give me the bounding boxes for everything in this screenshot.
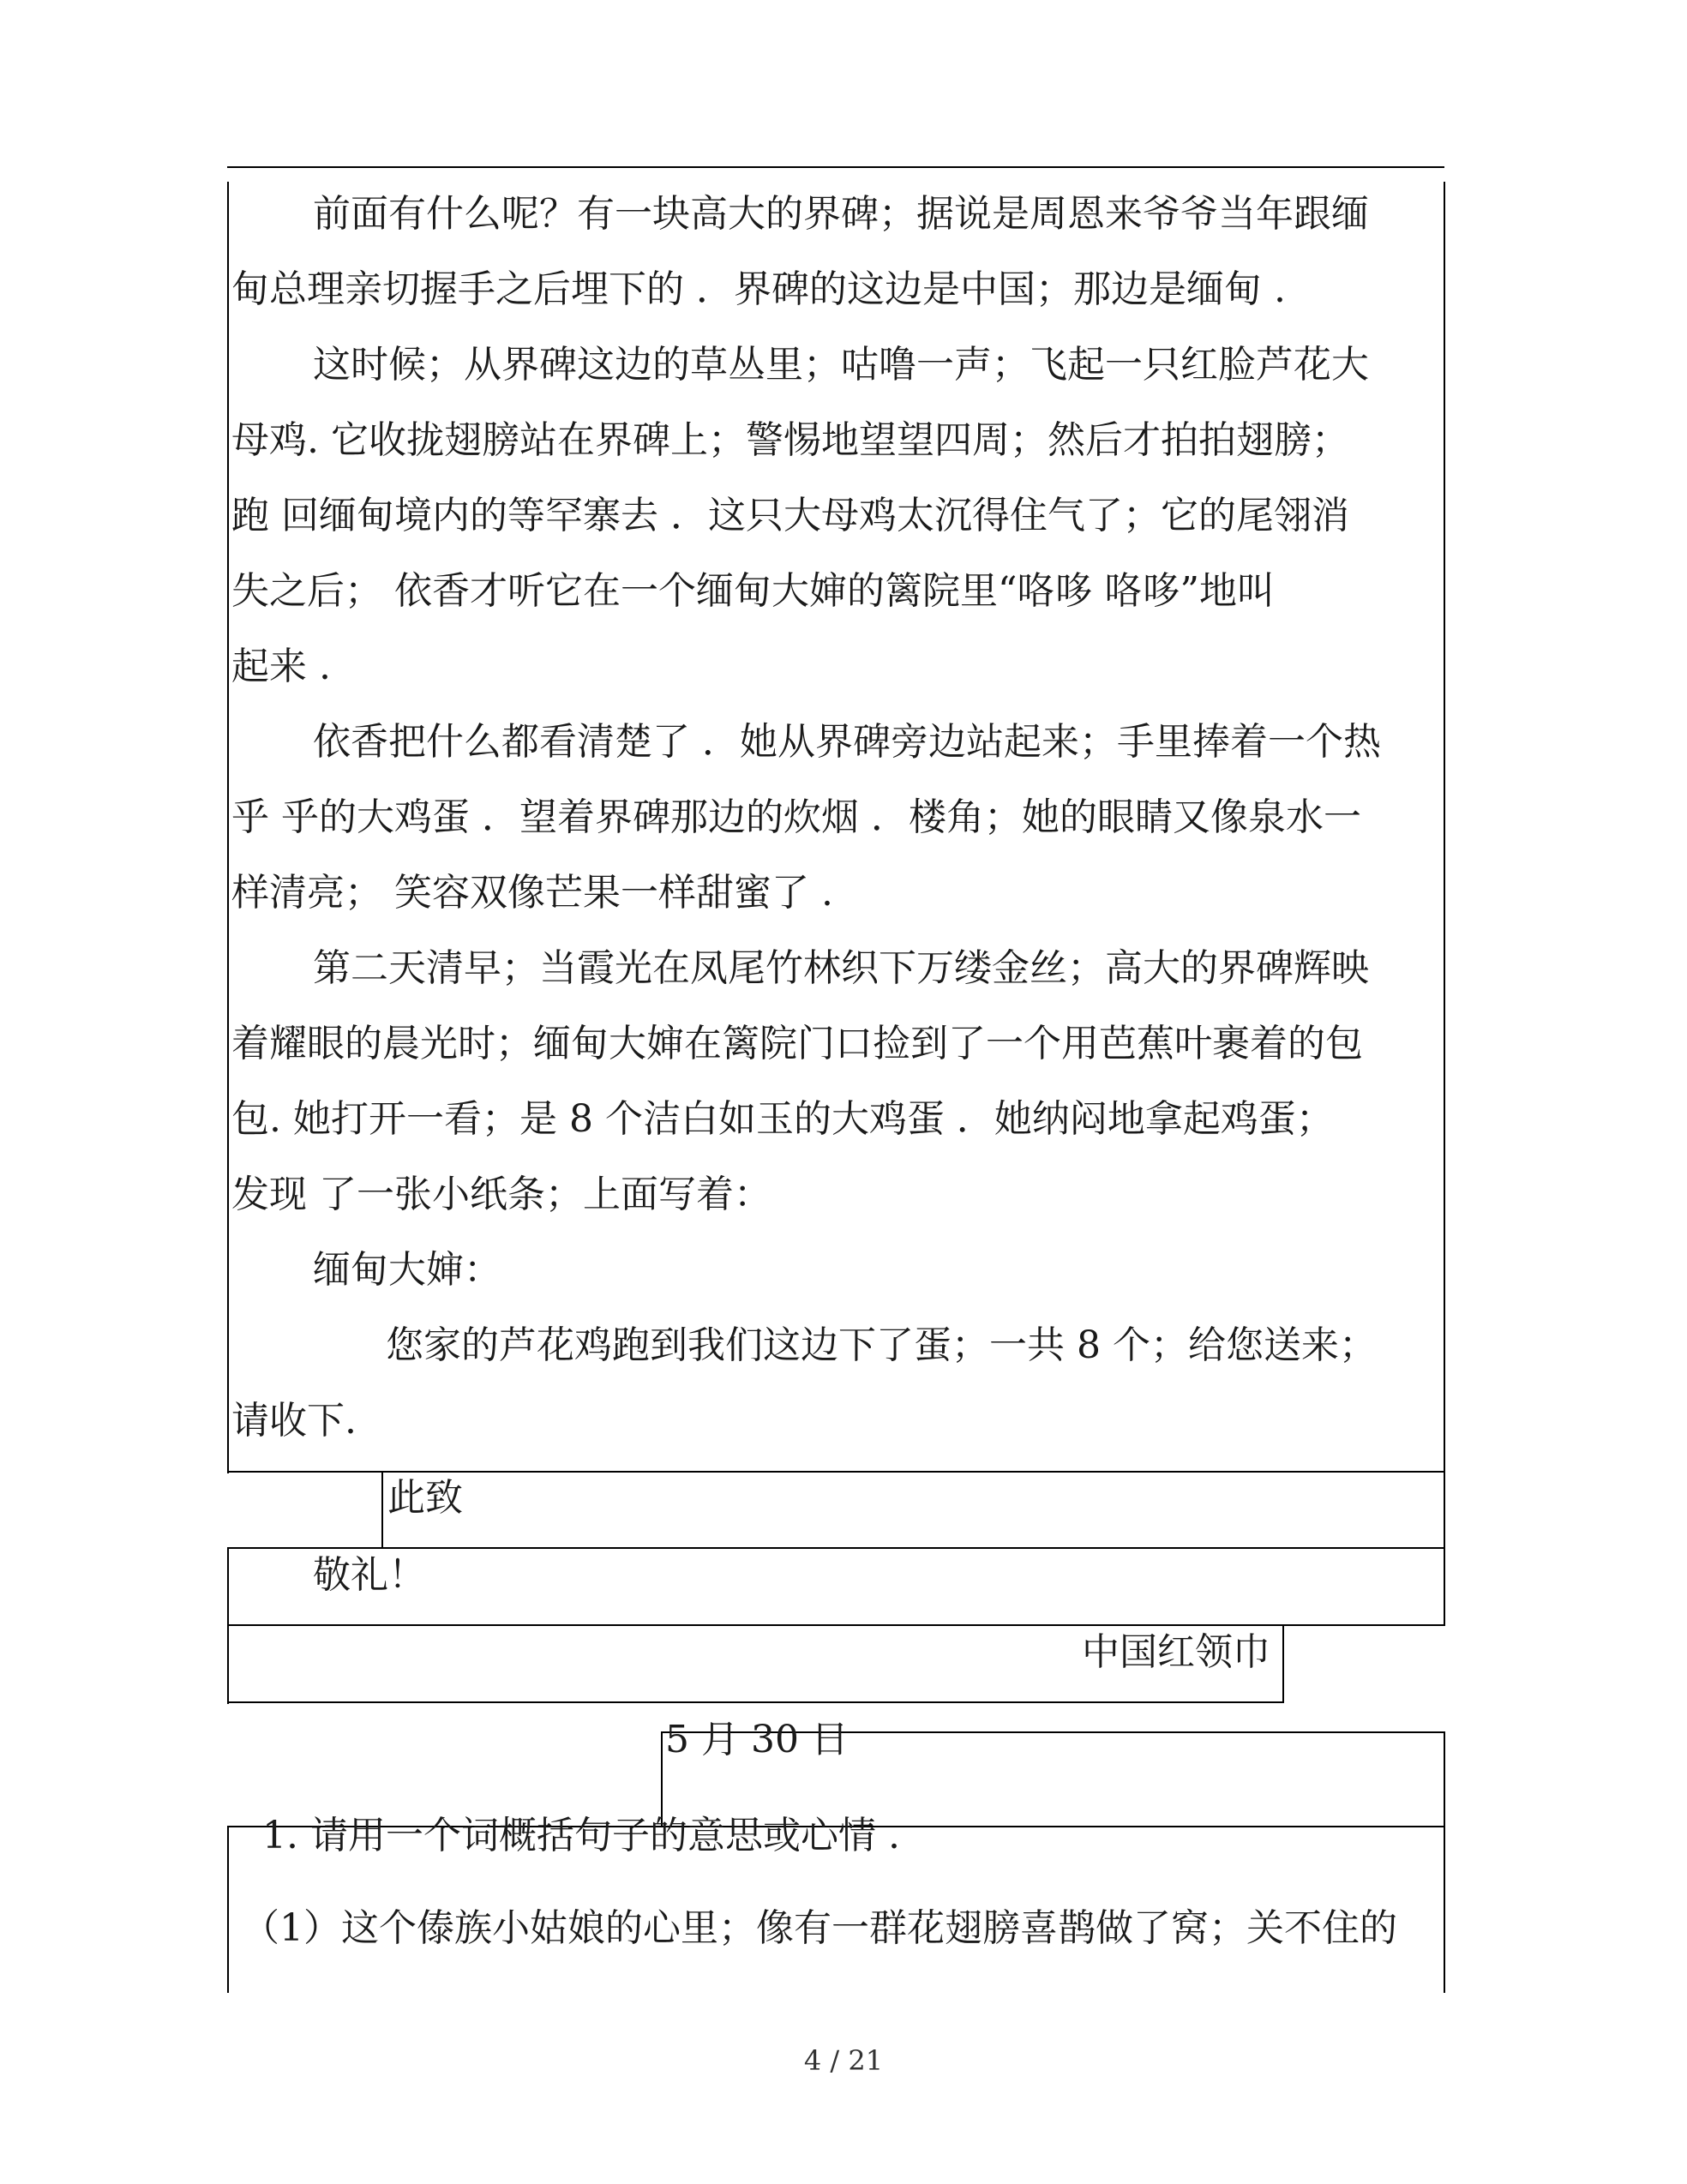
body-line-5: 跑 回缅甸境内的等罕寨去 ．这只大母鸡太沉得住气了；它的尾翎消 <box>231 494 1349 537</box>
question-1-item-1: （1）这个傣族小姑娘的心里；像有一群花翅膀喜鹊做了窝；关不住的 <box>242 1906 1397 1950</box>
closing-row-right-border <box>1444 1471 1445 1549</box>
letter-date: 5 月 30 日 <box>665 1718 849 1761</box>
letter-body-line-2: 请收下. <box>231 1399 357 1443</box>
letter-signature: 中国红领巾 <box>1082 1630 1270 1674</box>
question-1: 1. 请用一个词概括句子的意思或心情 . <box>262 1814 900 1857</box>
closing-cell-bottom-border <box>227 1547 1445 1549</box>
text-box-left-border <box>227 182 229 1473</box>
body-line-11: 第二天清早；当霞光在凤尾竹林织下万缕金丝；高大的界碑辉映 <box>313 946 1369 990</box>
body-line-4: 母鸡. 它收拢翅膀站在界碑上；警惕地望望四周；然后才拍拍翅膀； <box>231 418 1349 462</box>
letter-closing: 此致 <box>387 1476 463 1520</box>
page-number: 4 / 21 <box>803 2044 884 2077</box>
body-line-10: 样清亮； 笑容双像芒果一样甜蜜了 . <box>231 871 833 915</box>
body-line-9: 乎 乎的大鸡蛋 ．望着界碑那边的炊烟 ．楼角；她的眼睛又像泉水一 <box>231 795 1361 839</box>
top-rule <box>227 166 1444 168</box>
date-box-right-border <box>1444 1731 1445 1827</box>
letter-salute: 敬礼！ <box>313 1553 426 1597</box>
body-line-13: 包. 她打开一看；是 8 个洁白如玉的大鸡蛋 ．她纳闷地拿起鸡蛋； <box>231 1097 1334 1141</box>
body-line-2: 甸总理亲切握手之后埋下的 ．界碑的这边是中国；那边是缅甸 . <box>231 267 1286 311</box>
signature-row-bottom-border <box>227 1701 1284 1703</box>
body-line-3: 这时候；从界碑这边的草丛里；咕噜一声；飞起一只红脸芦花大 <box>313 343 1369 387</box>
closing-cell-left-border <box>381 1471 383 1549</box>
body-line-8: 依香把什么都看清楚了 ．她从界碑旁边站起来；手里捧着一个热 <box>313 720 1381 764</box>
body-line-14: 发现 了一张小纸条；上面写着： <box>231 1173 771 1216</box>
salute-row-right-border <box>1444 1547 1445 1626</box>
exercise-box-left-border <box>227 1826 229 1993</box>
exercise-box-right-border <box>1444 1826 1445 1993</box>
salute-row-bottom-border <box>227 1624 1445 1626</box>
body-line-1: 前面有什么呢？有一块高大的界碑；据说是周恩来爷爷当年跟缅 <box>313 192 1369 236</box>
body-line-6: 失之后； 依香才听它在一个缅甸大婶的篱院里“咯哆 咯哆”地叫 <box>231 569 1275 613</box>
signature-row-right-border <box>1282 1624 1284 1703</box>
letter-body-line-1: 您家的芦花鸡跑到我们这边下了蛋；一共 8 个；给您送来； <box>386 1323 1377 1367</box>
body-line-12: 着耀眼的晨光时；缅甸大婶在篱院门口捡到了一个用芭蕉叶裹着的包 <box>231 1022 1363 1065</box>
letter-greeting: 缅甸大婶： <box>313 1248 501 1292</box>
text-box-right-border <box>1444 182 1445 1473</box>
text-box-bottom-border <box>227 1471 1445 1473</box>
body-line-7: 起来 . <box>231 645 331 688</box>
